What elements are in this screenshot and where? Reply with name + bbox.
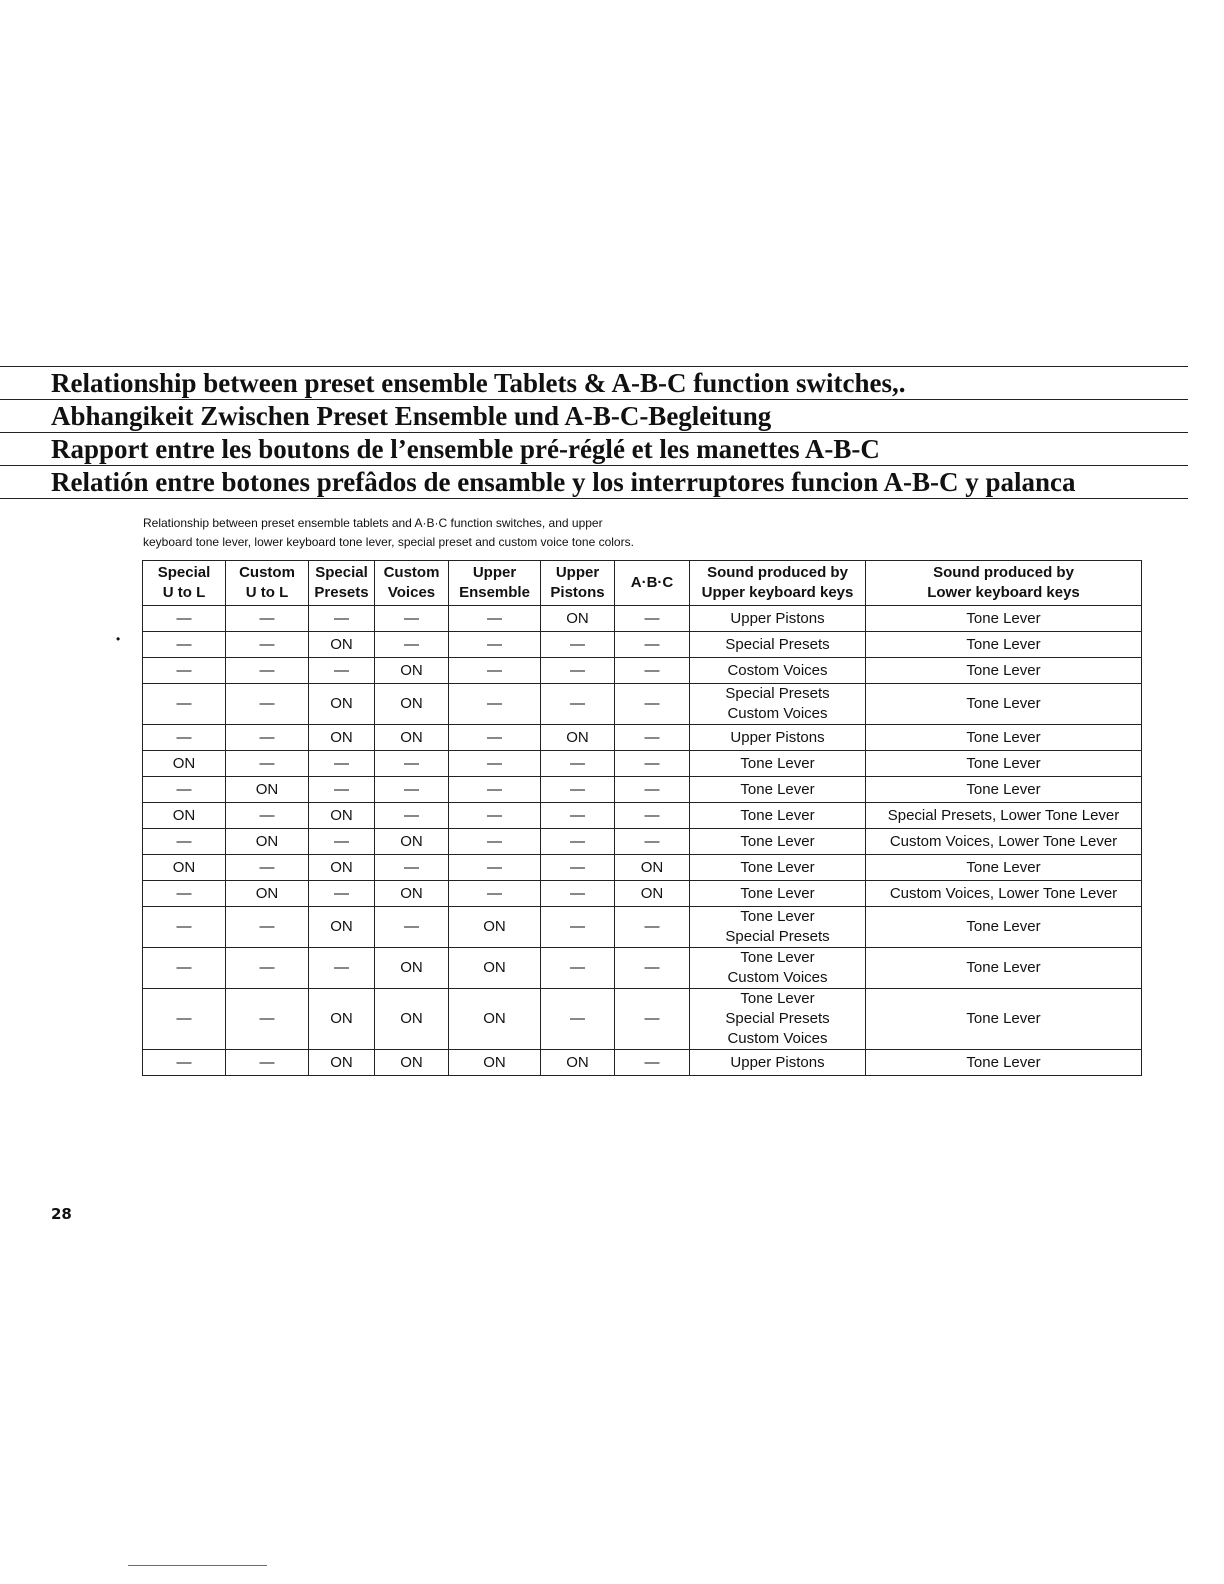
cell-lower-sound: Custom Voices, Lower Tone Lever: [866, 829, 1142, 855]
cell-lower-sound: Tone Lever: [866, 1050, 1142, 1076]
cell-upper-sound: Tone Lever: [690, 881, 866, 907]
cell-switch-state: ON: [541, 1050, 615, 1076]
cell-switch-state: ON: [143, 855, 226, 881]
header-upper-pistons: Upper Pistons: [541, 561, 615, 606]
cell-switch-state: —: [541, 751, 615, 777]
cell-switch-state: ON: [309, 989, 375, 1050]
title-french: Rapport entre les boutons de l’ensemble pré-réglé et les manettes A-B-C: [0, 432, 1188, 465]
cell-switch-state: —: [541, 881, 615, 907]
header-upper-ensemble: Upper Ensemble: [449, 561, 541, 606]
cell-switch-state: —: [143, 725, 226, 751]
cell-upper-sound: Costom Voices: [690, 658, 866, 684]
cell-switch-state: ON: [226, 777, 309, 803]
cell-switch-state: —: [226, 606, 309, 632]
cell-switch-state: ON: [375, 658, 449, 684]
cell-lower-sound: Tone Lever: [866, 751, 1142, 777]
cell-switch-state: —: [449, 658, 541, 684]
cell-lower-sound: Tone Lever: [866, 777, 1142, 803]
cell-switch-state: —: [375, 606, 449, 632]
cell-switch-state: —: [143, 684, 226, 725]
cell-upper-sound: Upper Pistons: [690, 1050, 866, 1076]
cell-switch-state: —: [615, 803, 690, 829]
cell-lower-sound: Tone Lever: [866, 989, 1142, 1050]
header-lower-sound: Sound produced by Lower keyboard keys: [866, 561, 1142, 606]
cell-switch-state: —: [541, 777, 615, 803]
cell-switch-state: —: [449, 632, 541, 658]
cell-switch-state: —: [226, 855, 309, 881]
cell-switch-state: —: [615, 907, 690, 948]
table-row: [143, 907, 1142, 948]
table-row: [143, 606, 1142, 632]
cell-switch-state: —: [615, 606, 690, 632]
footer-rule: [128, 1565, 267, 1566]
cell-switch-state: ON: [541, 606, 615, 632]
cell-switch-state: —: [375, 907, 449, 948]
cell-switch-state: ON: [375, 989, 449, 1050]
cell-switch-state: —: [143, 606, 226, 632]
table-row: [143, 684, 1142, 725]
cell-switch-state: —: [226, 725, 309, 751]
header-custom-u-to-l: Custom U to L: [226, 561, 309, 606]
cell-switch-state: —: [375, 632, 449, 658]
header-abc: A·B·C: [615, 561, 690, 606]
header-custom-voices: Custom Voices: [375, 561, 449, 606]
cell-switch-state: —: [375, 751, 449, 777]
title-spanish: Relatión entre botones prefâdos de ensamble y los interruptores funcion A-B-C y palanca: [0, 465, 1188, 499]
cell-upper-sound: Tone Lever: [690, 855, 866, 881]
cell-switch-state: —: [541, 829, 615, 855]
cell-switch-state: ON: [309, 855, 375, 881]
cell-switch-state: —: [449, 725, 541, 751]
cell-switch-state: —: [143, 829, 226, 855]
cell-switch-state: —: [226, 989, 309, 1050]
cell-switch-state: —: [143, 907, 226, 948]
cell-switch-state: ON: [615, 855, 690, 881]
table-row: [143, 881, 1142, 907]
cell-switch-state: —: [143, 632, 226, 658]
cell-switch-state: —: [615, 777, 690, 803]
table-row: [143, 725, 1142, 751]
cell-switch-state: ON: [375, 829, 449, 855]
cell-upper-sound: Special Presets Custom Voices: [690, 684, 866, 725]
table-row: [143, 777, 1142, 803]
title-german: Abhangikeit Zwischen Preset Ensemble und A-B-C-Begleitung: [0, 399, 1188, 432]
cell-switch-state: ON: [226, 829, 309, 855]
cell-upper-sound: Tone Lever Special Presets Custom Voices: [690, 989, 866, 1050]
table-row: [143, 1050, 1142, 1076]
cell-upper-sound: Upper Pistons: [690, 725, 866, 751]
cell-switch-state: —: [541, 684, 615, 725]
header-special-presets: Special Presets: [309, 561, 375, 606]
cell-switch-state: —: [309, 829, 375, 855]
cell-switch-state: —: [615, 684, 690, 725]
cell-switch-state: —: [375, 803, 449, 829]
cell-switch-state: ON: [309, 632, 375, 658]
title-block: [0, 366, 1188, 499]
table-caption: [143, 514, 743, 552]
cell-switch-state: —: [449, 855, 541, 881]
cell-switch-state: —: [615, 751, 690, 777]
cell-switch-state: —: [309, 658, 375, 684]
cell-lower-sound: Tone Lever: [866, 684, 1142, 725]
cell-upper-sound: Tone Lever: [690, 829, 866, 855]
cell-switch-state: ON: [449, 989, 541, 1050]
cell-switch-state: —: [226, 658, 309, 684]
cell-switch-state: ON: [309, 907, 375, 948]
table-body: [143, 606, 1142, 1076]
cell-switch-state: ON: [449, 1050, 541, 1076]
cell-switch-state: —: [143, 948, 226, 989]
cell-switch-state: —: [541, 658, 615, 684]
cell-switch-state: ON: [309, 725, 375, 751]
cell-switch-state: —: [226, 751, 309, 777]
cell-switch-state: —: [309, 606, 375, 632]
cell-switch-state: ON: [449, 948, 541, 989]
cell-upper-sound: Tone Lever Custom Voices: [690, 948, 866, 989]
cell-switch-state: —: [309, 751, 375, 777]
cell-switch-state: ON: [375, 1050, 449, 1076]
caption-line-1: Relationship between preset ensemble tablets and A·B·C function switches, and upper: [143, 516, 603, 530]
header-upper-sound: Sound produced by Upper keyboard keys: [690, 561, 866, 606]
cell-switch-state: —: [226, 907, 309, 948]
cell-switch-state: —: [615, 948, 690, 989]
cell-switch-state: —: [541, 803, 615, 829]
cell-switch-state: —: [615, 725, 690, 751]
cell-switch-state: ON: [309, 684, 375, 725]
cell-switch-state: —: [449, 881, 541, 907]
cell-lower-sound: Tone Lever: [866, 658, 1142, 684]
cell-upper-sound: Tone Lever: [690, 751, 866, 777]
cell-switch-state: —: [309, 948, 375, 989]
cell-lower-sound: Custom Voices, Lower Tone Lever: [866, 881, 1142, 907]
cell-switch-state: —: [226, 632, 309, 658]
header-special-u-to-l: Special U to L: [143, 561, 226, 606]
cell-switch-state: —: [449, 803, 541, 829]
table-row: [143, 948, 1142, 989]
cell-switch-state: ON: [375, 684, 449, 725]
cell-switch-state: —: [143, 777, 226, 803]
header-row: [143, 561, 1142, 606]
cell-switch-state: —: [375, 855, 449, 881]
cell-switch-state: ON: [615, 881, 690, 907]
cell-switch-state: ON: [375, 948, 449, 989]
caption-line-2: keyboard tone lever, lower keyboard tone lever, special preset and custom voice tone colors.: [143, 535, 634, 549]
cell-upper-sound: Upper Pistons: [690, 606, 866, 632]
cell-switch-state: ON: [541, 725, 615, 751]
cell-switch-state: —: [449, 684, 541, 725]
cell-switch-state: —: [226, 803, 309, 829]
cell-switch-state: —: [143, 989, 226, 1050]
cell-lower-sound: Tone Lever: [866, 606, 1142, 632]
cell-lower-sound: Tone Lever: [866, 855, 1142, 881]
cell-switch-state: —: [541, 855, 615, 881]
page-number: 28: [51, 1205, 72, 1223]
cell-switch-state: —: [449, 751, 541, 777]
cell-switch-state: ON: [143, 751, 226, 777]
cell-switch-state: —: [309, 881, 375, 907]
cell-switch-state: ON: [375, 881, 449, 907]
cell-switch-state: —: [615, 632, 690, 658]
cell-switch-state: —: [449, 829, 541, 855]
cell-switch-state: —: [226, 948, 309, 989]
cell-lower-sound: Tone Lever: [866, 725, 1142, 751]
cell-switch-state: —: [541, 948, 615, 989]
cell-upper-sound: Tone Lever: [690, 803, 866, 829]
cell-switch-state: —: [375, 777, 449, 803]
cell-switch-state: ON: [309, 1050, 375, 1076]
table-row: [143, 803, 1142, 829]
cell-switch-state: —: [143, 658, 226, 684]
cell-switch-state: —: [449, 777, 541, 803]
table-row: [143, 632, 1142, 658]
cell-switch-state: —: [309, 777, 375, 803]
bullet-mark: •: [116, 632, 121, 646]
cell-switch-state: —: [615, 829, 690, 855]
cell-upper-sound: Special Presets: [690, 632, 866, 658]
cell-switch-state: —: [143, 1050, 226, 1076]
cell-lower-sound: Tone Lever: [866, 948, 1142, 989]
cell-switch-state: ON: [226, 881, 309, 907]
cell-switch-state: —: [143, 881, 226, 907]
table-row: [143, 751, 1142, 777]
cell-switch-state: —: [615, 658, 690, 684]
table-row: [143, 658, 1142, 684]
cell-upper-sound: Tone Lever Special Presets: [690, 907, 866, 948]
table-row: [143, 829, 1142, 855]
cell-switch-state: —: [615, 989, 690, 1050]
title-english: Relationship between preset ensemble Tablets & A-B-C function switches,.: [0, 366, 1188, 399]
cell-lower-sound: Tone Lever: [866, 907, 1142, 948]
cell-switch-state: ON: [309, 803, 375, 829]
cell-switch-state: —: [226, 1050, 309, 1076]
cell-switch-state: ON: [375, 725, 449, 751]
cell-switch-state: —: [541, 632, 615, 658]
cell-lower-sound: Special Presets, Lower Tone Lever: [866, 803, 1142, 829]
cell-switch-state: —: [541, 907, 615, 948]
table-row: [143, 989, 1142, 1050]
table-row: [143, 855, 1142, 881]
cell-switch-state: ON: [449, 907, 541, 948]
cell-lower-sound: Tone Lever: [866, 632, 1142, 658]
cell-upper-sound: Tone Lever: [690, 777, 866, 803]
cell-switch-state: —: [615, 1050, 690, 1076]
cell-switch-state: ON: [143, 803, 226, 829]
cell-switch-state: —: [226, 684, 309, 725]
cell-switch-state: —: [449, 606, 541, 632]
relationship-table: [142, 560, 1142, 1076]
cell-switch-state: —: [541, 989, 615, 1050]
